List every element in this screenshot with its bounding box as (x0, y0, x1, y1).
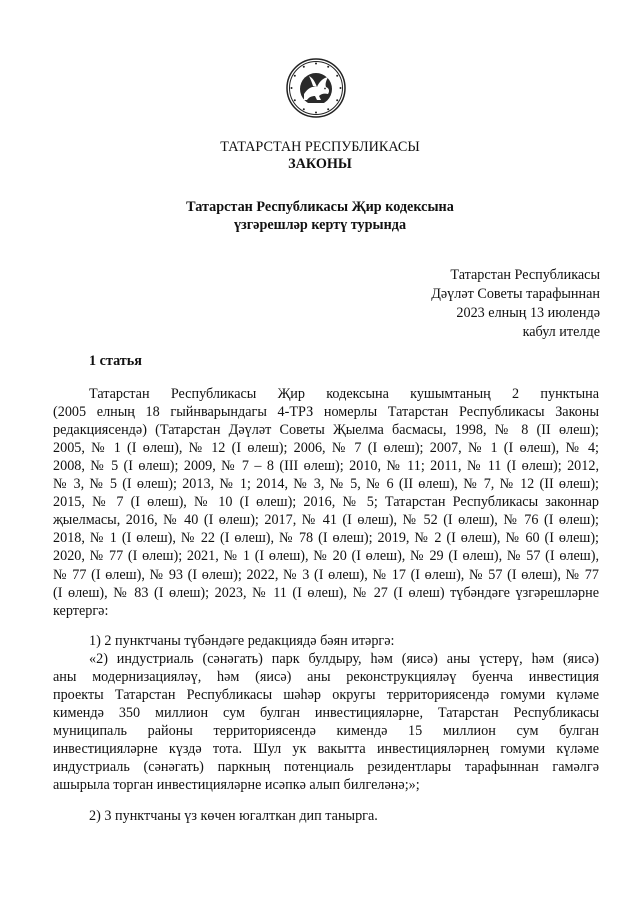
article-title: 1 статья (89, 353, 142, 369)
adoption-block (431, 266, 600, 342)
paragraph-line: № 77 (I өлеш), № 93 (I өлеш); 2022, № 3 (I өлеш), № 17 (I өлеш), № 57 (I өлеш), № 77 (53, 566, 599, 583)
republic-name: ТАТАРСТАН РЕСПУБЛИКАСЫ (220, 139, 420, 155)
paragraph-line: инвестицияләрне күздә тота. Шул ук вакытта инвестицияләрнең гомуми күләме (53, 741, 599, 758)
paragraph-line: (2005 елның 18 гыйнварындагы 4-ТРЗ номерлы Татарстан Республикасы Законы (53, 404, 599, 421)
paragraph-line: редакциясендә) (Татарстан Дәүләт Советы Җыелма басмасы, 1998, № 8 (II өлеш); (53, 422, 599, 439)
adoption-line: Татарстан Республикасы (450, 267, 600, 283)
tatarstan-emblem (286, 58, 346, 118)
paragraph-line: 2015, № 7 (I өлеш), № 10 (I өлеш); 2016, № 5; Татарстан Республикасы законнар (53, 494, 599, 511)
adoption-line: кабул ителде (522, 324, 600, 340)
paragraph-line: № 3, № 5 (I өлеш); 2013, № 1; 2014, № 3, № 5, № 6 (II өлеш), № 7, № 12 (II өлеш); (53, 476, 599, 493)
paragraph-line: проекты Татарстан Республикасы шәһәр округы территориясендә гомуми күләме (53, 687, 599, 704)
paragraph-line: 2018, № 1 (I өлеш), № 22 (I өлеш), № 78 (I өлеш); 2019, № 2 (I өлеш), № 60 (I өлеш); (53, 530, 599, 547)
paragraph-line: (I өлеш), № 83 (I өлеш); 2023, № 11 (I өлеш), № 27 (I өлеш) түбәндәге үзгәрешләрне (53, 584, 599, 601)
paragraph-line: кимендә 350 миллион сум булган инвестицияләрне, Татарстан Республикасы (53, 705, 599, 722)
item-1-heading: 1) 2 пунктчаны түбәндәге редакциядә бәян итәргә: (89, 633, 395, 649)
document-type: ЗАКОНЫ (288, 156, 352, 172)
paragraph-line: кертергә: (53, 602, 109, 619)
adoption-line: Дәүләт Советы тарафыннан (431, 286, 600, 302)
paragraph-line: Татарстан Республикасы Җир кодексына кушымтаның 2 пунктына (89, 386, 599, 402)
item-2: 2) 3 пунктчаны үз көчен югалткан дип танырга. (89, 808, 378, 824)
law-title-line-2: үзгәрешләр кертү турында (233, 217, 407, 233)
paragraph-line: аны модернизацияләү, һәм (яисә) аны реконструкцияләү буенча инвестиция (53, 669, 599, 686)
paragraph-line: ашырыла торган инвестицияләрне исәпкә алып билгеләнә;»; (53, 777, 420, 794)
paragraph-line: муниципаль районы территориясендә кимендә 15 миллион сум булган (53, 723, 599, 740)
paragraph-line: 2008, № 5 (I өлеш); 2009, № 7 – 8 (III өлеш); 2010, № 11; 2011, № 11 (I өлеш); 2012, (53, 458, 599, 475)
paragraph-line: 2020, № 77 (I өлеш); 2021, № 1 (I өлеш), № 20 (I өлеш), № 29 (I өлеш), № 57 (I өлеш), (53, 548, 599, 565)
paragraph-line: «2) индустриаль (сәнәгать) парк булдыру, һәм (яисә) аны үстерү, һәм (яисә) (89, 651, 599, 667)
adoption-line: 2023 елның 13 июлендә (456, 305, 600, 321)
paragraph-line: индустриаль (сәнәгать) паркның потенциаль резидентлары тарафыннан гамәлгә (53, 759, 599, 776)
paragraph-line: җыелмасы, 2016, № 40 (I өлеш); 2017, № 41 (I өлеш), № 52 (I өлеш), № 76 (I өлеш); (53, 512, 599, 529)
law-title-line-1: Татарстан Республикасы Җир кодексына (186, 199, 454, 215)
paragraph-line: 2005, № 1 (I өлеш), № 12 (I өлеш); 2006, № 7 (I өлеш); 2007, № 1 (I өлеш), № 4; (53, 440, 599, 457)
